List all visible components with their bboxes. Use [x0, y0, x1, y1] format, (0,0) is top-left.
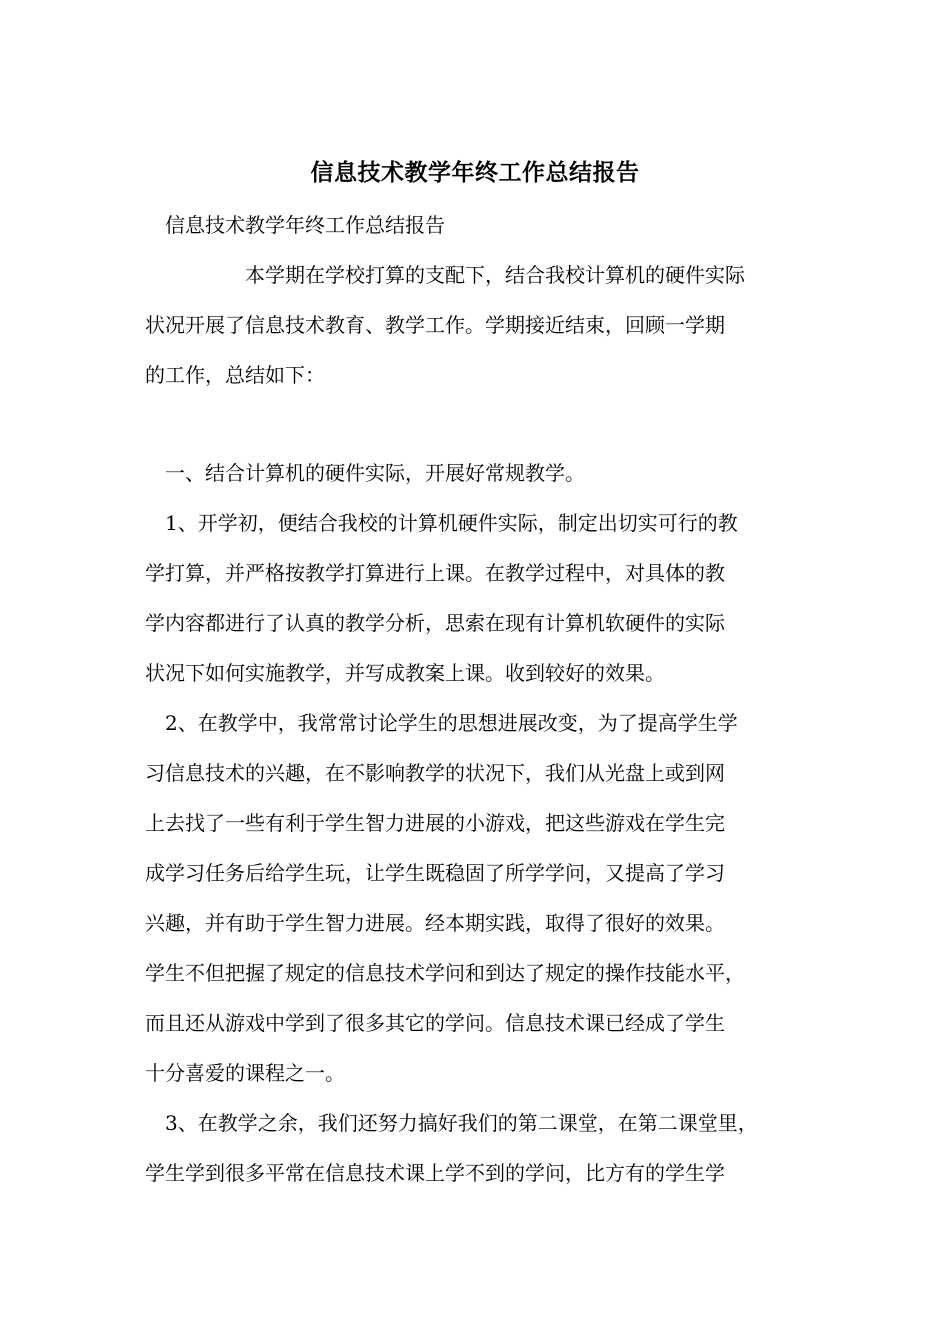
blank-gap: [145, 406, 825, 454]
paragraph-line: 而且还从游戏中学到了很多其它的学问。信息技术课已经成了学生: [145, 1011, 725, 1035]
paragraph-line: 的工作，总结如下：: [145, 363, 325, 387]
paragraph-line: 学打算，并严格按教学打算进行上课。在教学过程中，对具体的教: [145, 561, 725, 585]
paragraph-line: 学内容都进行了认真的教学分析，思索在现有计算机软硬件的实际: [145, 611, 725, 635]
paragraph-line: 状况下如何实施教学，并写成教案上课。收到较好的效果。: [145, 661, 665, 685]
paragraph-line: 学生学到很多平常在信息技术课上学不到的学问，比方有的学生学: [145, 1161, 725, 1185]
paragraph-line: 成学习任务后给学生玩，让学生既稳固了所学学问，又提高了学习: [145, 861, 725, 885]
paragraph-line: 3、在教学之余，我们还努力搞好我们的第二课堂，在第二课堂里，: [165, 1111, 758, 1135]
section-heading: 一、结合计算机的硬件实际，开展好常规教学。: [165, 461, 585, 485]
document-title: 信息技术教学年终工作总结报告: [310, 159, 640, 186]
paragraph-line: 上去找了一些有利于学生智力进展的小游戏，把这些游戏在学生完: [145, 811, 725, 835]
paragraph-line: 1、开学初，便结合我校的计算机硬件实际，制定出切实可行的教: [165, 511, 738, 535]
paragraph-line: 十分喜爱的课程之一。: [145, 1061, 345, 1085]
paragraph-line: 习信息技术的兴趣，在不影响教学的状况下，我们从光盘上或到网: [145, 761, 725, 785]
paragraph-line: 本学期在学校打算的支配下，结合我校计算机的硬件实际: [245, 263, 745, 287]
paragraph-line: 学生不但把握了规定的信息技术学问和到达了规定的操作技能水平，: [145, 961, 745, 985]
subtitle-line: 信息技术教学年终工作总结报告: [165, 213, 445, 237]
paragraph-line: 兴趣，并有助于学生智力进展。经本期实践，取得了很好的效果。: [145, 911, 725, 935]
document-body: [145, 206, 825, 1204]
paragraph-line: 2、在教学中，我常常讨论学生的思想进展改变，为了提高学生学: [165, 711, 738, 735]
paragraph-line: 状况开展了信息技术教育、教学工作。学期接近结束，回顾一学期: [145, 313, 725, 337]
